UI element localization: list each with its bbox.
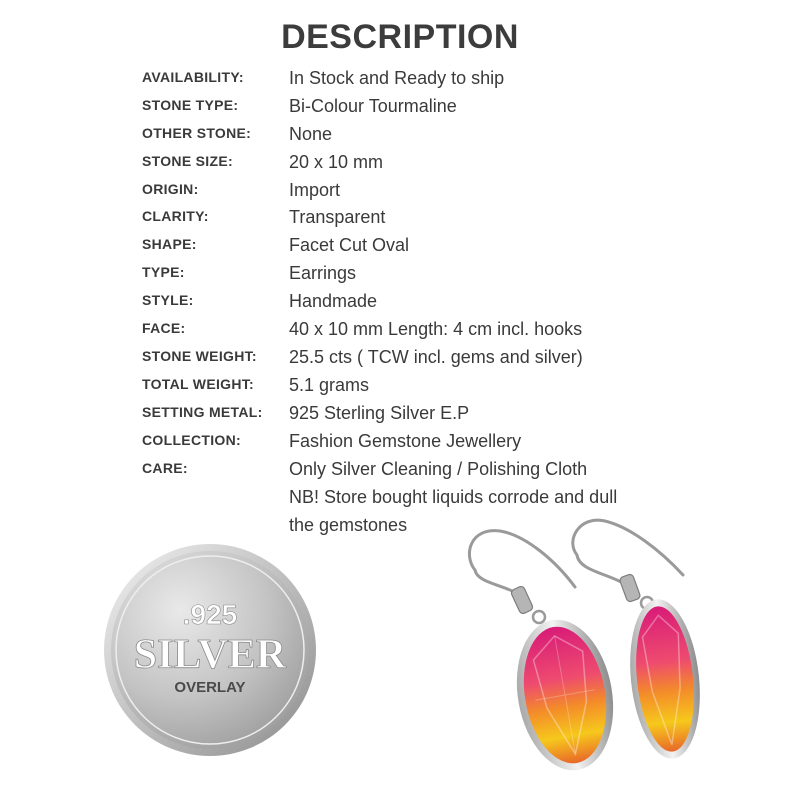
spec-row bbox=[142, 313, 702, 341]
spec-label: STONE WEIGHT: bbox=[142, 348, 257, 364]
spec-value-line: Transparent bbox=[289, 207, 386, 227]
spec-row bbox=[142, 397, 702, 425]
spec-row bbox=[142, 174, 702, 202]
spec-value bbox=[289, 231, 409, 259]
page-title: DESCRIPTION bbox=[281, 18, 519, 56]
spec-value-line: Import bbox=[289, 180, 341, 200]
spec-row bbox=[142, 201, 702, 229]
spec-label: CARE: bbox=[142, 460, 188, 476]
spec-label: COLLECTION: bbox=[142, 432, 241, 448]
spec-row bbox=[142, 425, 702, 453]
left-earring bbox=[469, 531, 624, 778]
spec-value bbox=[289, 371, 369, 399]
badge-purity: .925 bbox=[182, 599, 238, 630]
spec-value bbox=[289, 287, 377, 315]
spec-label: AVAILABILITY: bbox=[142, 69, 244, 85]
spec-value-line: 25.5 cts ( TCW incl. gems and silver) bbox=[289, 347, 583, 367]
spec-row bbox=[142, 369, 702, 397]
spec-value-line: Fashion Gemstone Jewellery bbox=[289, 431, 522, 451]
spec-value-line: Earrings bbox=[289, 263, 357, 283]
spec-label: SETTING METAL: bbox=[142, 404, 263, 420]
spec-label: STONE TYPE: bbox=[142, 97, 239, 113]
spec-label: TOTAL WEIGHT: bbox=[142, 376, 255, 392]
spec-row bbox=[142, 62, 702, 90]
spec-label: OTHER STONE: bbox=[142, 125, 252, 141]
spec-label: ORIGIN: bbox=[142, 181, 199, 197]
spec-row bbox=[142, 229, 702, 257]
spec-label: SHAPE: bbox=[142, 236, 197, 252]
spec-value-line: In Stock and Ready to ship bbox=[289, 68, 505, 88]
badge-metal: SILVER bbox=[133, 632, 287, 678]
spec-value-line: 925 Sterling Silver E.P bbox=[289, 403, 470, 423]
spec-row bbox=[142, 285, 702, 313]
spec-row bbox=[142, 341, 702, 369]
spec-value-line: Bi-Colour Tourmaline bbox=[289, 96, 457, 116]
spec-value-line: 20 x 10 mm bbox=[289, 152, 384, 172]
spec-label: STONE SIZE: bbox=[142, 153, 233, 169]
spec-label: TYPE: bbox=[142, 264, 185, 280]
spec-value-line: None bbox=[289, 124, 333, 144]
spec-value bbox=[289, 148, 383, 176]
spec-value bbox=[289, 343, 583, 371]
spec-value-line: Facet Cut Oval bbox=[289, 235, 410, 255]
spec-row bbox=[142, 146, 702, 174]
spec-value-line: Only Silver Cleaning / Polishing Cloth bbox=[289, 459, 588, 479]
spec-value bbox=[289, 64, 504, 92]
earrings-photo bbox=[455, 515, 700, 785]
spec-value-line: 5.1 grams bbox=[289, 375, 370, 395]
spec-value bbox=[289, 315, 582, 343]
spec-value bbox=[289, 427, 521, 455]
spec-value-line: Handmade bbox=[289, 291, 378, 311]
spec-value bbox=[289, 203, 385, 231]
spec-value bbox=[289, 176, 340, 204]
spec-row bbox=[142, 90, 702, 118]
spec-value-line: 40 x 10 mm Length: 4 cm incl. hooks bbox=[289, 319, 583, 339]
spec-row bbox=[142, 257, 702, 285]
spec-value bbox=[289, 399, 469, 427]
silver-overlay-badge bbox=[102, 542, 318, 758]
spec-row bbox=[142, 118, 702, 146]
spec-value bbox=[289, 92, 457, 120]
spec-label: STYLE: bbox=[142, 292, 194, 308]
spec-value bbox=[289, 120, 332, 148]
spec-label: FACE: bbox=[142, 320, 186, 336]
spec-value bbox=[289, 259, 356, 287]
spec-value-line: NB! Store bought liquids corrode and dull bbox=[289, 487, 618, 507]
badge-finish: OVERLAY bbox=[174, 679, 246, 696]
spec-row bbox=[142, 453, 702, 535]
spec-value-line: the gemstones bbox=[289, 515, 408, 535]
spec-label: CLARITY: bbox=[142, 208, 209, 224]
